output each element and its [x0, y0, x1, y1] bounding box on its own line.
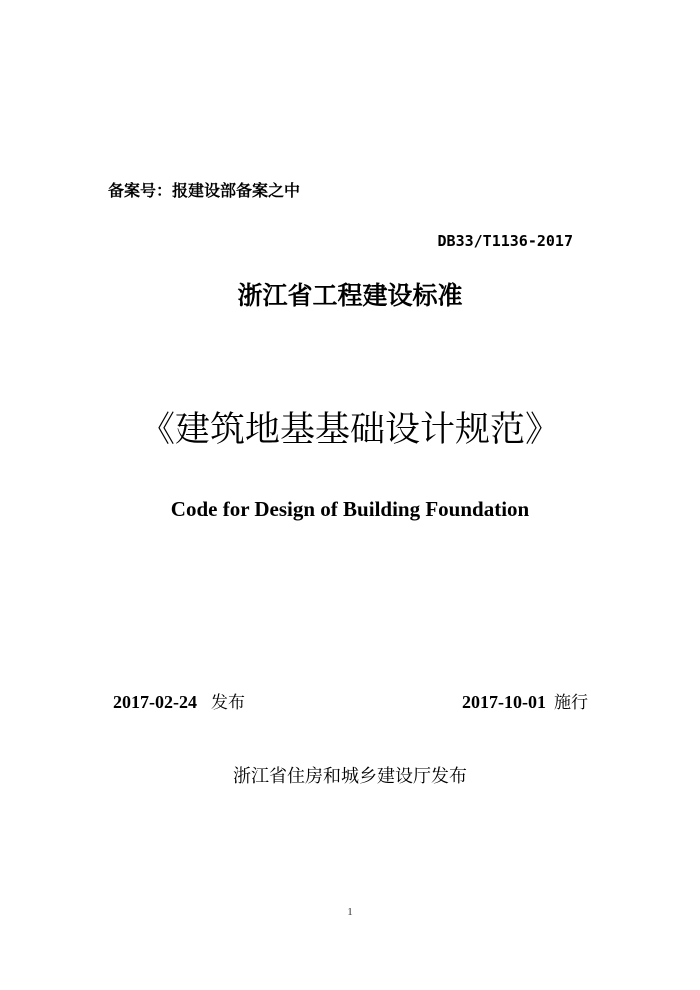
- standard-number: DB33/T1136-2017: [437, 232, 573, 250]
- effective-date-block: [462, 688, 588, 713]
- document-title-chinese: 《建筑地基基础设计规范》: [139, 410, 560, 450]
- standard-category: 浙江省工程建设标准: [237, 281, 463, 310]
- publisher-line: 浙江省住房和城乡建设厅发布: [233, 766, 467, 787]
- effective-date: 2017-10-01: [462, 692, 546, 712]
- page-number: 1: [347, 906, 353, 918]
- issue-date-block: [113, 688, 245, 713]
- effective-label: 施行: [554, 693, 588, 713]
- record-number-line: 备案号：报建设部备案之中: [108, 181, 301, 200]
- issue-label: 发布: [211, 693, 245, 713]
- issue-date: 2017-02-24: [113, 692, 197, 712]
- document-title-english: Code for Design of Building Foundation: [170, 497, 530, 521]
